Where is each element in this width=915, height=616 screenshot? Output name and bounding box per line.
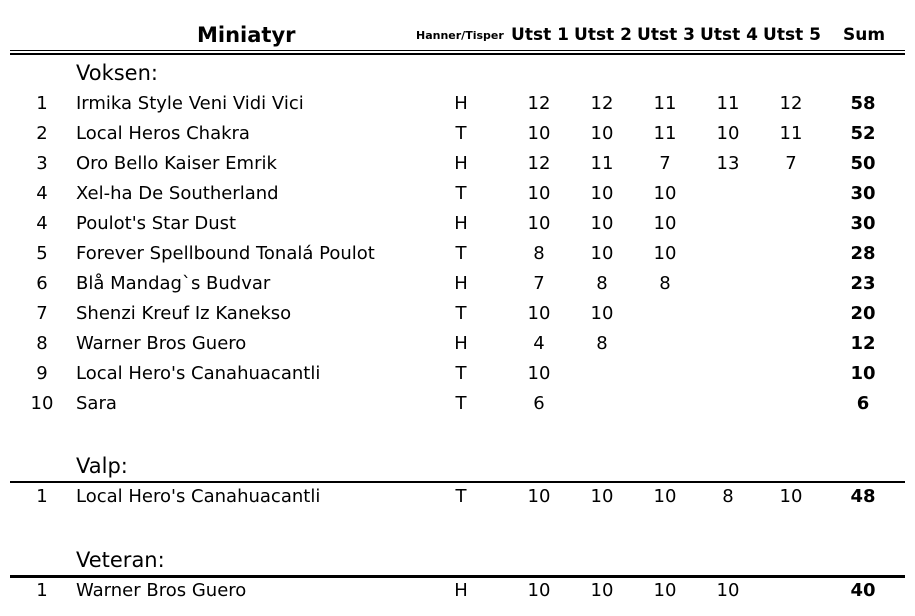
name-cell: Forever Spellbound Tonalá Poulot — [76, 243, 375, 264]
section-title-voksen: Voksen: — [76, 61, 158, 85]
utst-5-cell: 11 — [779, 123, 803, 144]
utst-1-cell: 10 — [527, 123, 551, 144]
gender-cell: H — [454, 273, 468, 294]
rank-cell: 1 — [36, 486, 48, 507]
name-cell: Local Hero's Canahuacantli — [76, 486, 321, 507]
utst-4-cell: 8 — [722, 486, 734, 507]
utst-2-cell: 10 — [590, 123, 614, 144]
name-cell: Sara — [76, 393, 117, 414]
utst-4-cell: 11 — [716, 93, 740, 114]
sum-cell: 40 — [850, 580, 876, 601]
gender-cell: T — [455, 486, 467, 507]
section-title-valp: Valp: — [76, 454, 128, 478]
rank-cell: 1 — [36, 93, 48, 114]
name-cell: Irmika Style Veni Vidi Vici — [76, 93, 304, 114]
name-cell: Blå Mandag`s Budvar — [76, 273, 271, 294]
table-row — [0, 389, 915, 419]
sum-cell: 10 — [850, 363, 876, 384]
table-row — [0, 239, 915, 269]
sum-cell: 52 — [850, 123, 876, 144]
utst-5-cell: 10 — [779, 486, 803, 507]
rank-cell: 3 — [36, 153, 48, 174]
utst-1-cell: 10 — [527, 580, 551, 601]
section-title-veteran: Veteran: — [76, 548, 165, 572]
utst-1-cell: 12 — [527, 153, 551, 174]
rank-cell: 10 — [30, 393, 54, 414]
gender-cell: H — [454, 333, 468, 354]
gender-cell: H — [454, 580, 468, 601]
utst-2-cell: 11 — [590, 153, 614, 174]
gender-cell: T — [455, 123, 467, 144]
gender-cell: H — [454, 93, 468, 114]
header-divider-top — [10, 50, 905, 51]
utst-2-cell: 10 — [590, 486, 614, 507]
utst-4-cell: 10 — [716, 580, 740, 601]
sum-cell: 20 — [850, 303, 876, 324]
table-row — [0, 209, 915, 239]
table-row — [0, 576, 915, 606]
rank-cell: 8 — [36, 333, 48, 354]
utst-5-cell: 12 — [779, 93, 803, 114]
table-row — [0, 89, 915, 119]
utst-3-cell: 11 — [653, 93, 677, 114]
table-row — [0, 119, 915, 149]
table-row — [0, 299, 915, 329]
utst-1-cell: 10 — [527, 486, 551, 507]
rank-cell: 4 — [36, 183, 48, 204]
sum-cell: 6 — [856, 393, 870, 414]
utst-1-cell: 12 — [527, 93, 551, 114]
utst-2-cell: 10 — [590, 580, 614, 601]
utst-1-cell: 4 — [533, 333, 545, 354]
column-header-utst-2: Utst 2 — [574, 25, 632, 45]
name-cell: Oro Bello Kaiser Emrik — [76, 153, 277, 174]
rank-cell: 6 — [36, 273, 48, 294]
utst-2-cell: 10 — [590, 183, 614, 204]
utst-5-cell: 7 — [785, 153, 797, 174]
sum-cell: 50 — [850, 153, 876, 174]
table-row — [0, 329, 915, 359]
name-cell: Shenzi Kreuf Iz Kanekso — [76, 303, 292, 324]
table-row — [0, 359, 915, 389]
column-header-utst-3: Utst 3 — [637, 25, 695, 45]
rank-cell: 9 — [36, 363, 48, 384]
table-row — [0, 179, 915, 209]
name-cell: Warner Bros Guero — [76, 333, 247, 354]
rank-cell: 2 — [36, 123, 48, 144]
column-header-utst-5: Utst 5 — [763, 25, 821, 45]
utst-2-cell: 12 — [590, 93, 614, 114]
rank-cell: 7 — [36, 303, 48, 324]
utst-2-cell: 10 — [590, 213, 614, 234]
utst-4-cell: 10 — [716, 123, 740, 144]
name-cell: Local Hero's Canahuacantli — [76, 363, 321, 384]
gender-cell: T — [455, 363, 467, 384]
utst-1-cell: 10 — [527, 213, 551, 234]
utst-2-cell: 8 — [596, 273, 608, 294]
utst-4-cell: 13 — [716, 153, 740, 174]
gender-cell: H — [454, 153, 468, 174]
utst-1-cell: 6 — [533, 393, 545, 414]
utst-1-cell: 10 — [527, 183, 551, 204]
utst-2-cell: 10 — [590, 303, 614, 324]
rank-cell: 5 — [36, 243, 48, 264]
column-header-gender: Hanner/Tisper — [416, 29, 504, 42]
page-title: Miniatyr — [197, 23, 296, 47]
sum-cell: 23 — [850, 273, 876, 294]
table-row — [0, 269, 915, 299]
utst-1-cell: 10 — [527, 303, 551, 324]
utst-3-cell: 8 — [659, 273, 671, 294]
column-header-utst-1: Utst 1 — [511, 25, 569, 45]
utst-2-cell: 10 — [590, 243, 614, 264]
gender-cell: H — [454, 213, 468, 234]
column-header-sum: Sum — [842, 25, 886, 45]
gender-cell: T — [455, 303, 467, 324]
sum-cell: 12 — [850, 333, 876, 354]
utst-3-cell: 10 — [653, 213, 677, 234]
name-cell: Xel-ha De Southerland — [76, 183, 279, 204]
utst-3-cell: 10 — [653, 486, 677, 507]
utst-2-cell: 8 — [596, 333, 608, 354]
utst-3-cell: 7 — [659, 153, 671, 174]
name-cell: Warner Bros Guero — [76, 580, 247, 601]
sum-cell: 28 — [850, 243, 876, 264]
sum-cell: 30 — [850, 213, 876, 234]
table-row — [0, 482, 915, 512]
name-cell: Local Heros Chakra — [76, 123, 250, 144]
utst-3-cell: 10 — [653, 243, 677, 264]
rank-cell: 4 — [36, 213, 48, 234]
gender-cell: T — [455, 393, 467, 414]
table-row — [0, 149, 915, 179]
sum-cell: 48 — [850, 486, 876, 507]
name-cell: Poulot's Star Dust — [76, 213, 237, 234]
utst-1-cell: 10 — [527, 363, 551, 384]
sum-cell: 58 — [850, 93, 876, 114]
sum-cell: 30 — [850, 183, 876, 204]
utst-3-cell: 10 — [653, 580, 677, 601]
header-divider-bottom — [10, 53, 905, 55]
rank-cell: 1 — [36, 580, 48, 601]
utst-1-cell: 7 — [533, 273, 545, 294]
utst-3-cell: 10 — [653, 183, 677, 204]
gender-cell: T — [455, 183, 467, 204]
gender-cell: T — [455, 243, 467, 264]
utst-1-cell: 8 — [533, 243, 545, 264]
utst-3-cell: 11 — [653, 123, 677, 144]
column-header-utst-4: Utst 4 — [700, 25, 758, 45]
